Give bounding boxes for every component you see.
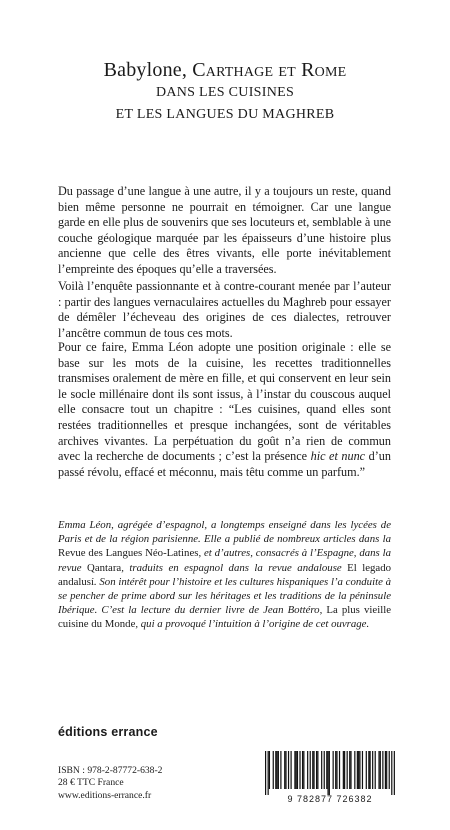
title-subline-2: ET LES LANGUES DU MAGHREB	[115, 107, 335, 122]
barcode-bar	[347, 751, 348, 789]
barcode-bar	[324, 751, 325, 789]
barcode-bar	[358, 751, 359, 789]
isbn-number: ISBN : 978-2-87772-638-2	[58, 765, 163, 776]
barcode-bar	[385, 751, 386, 789]
barcode-digits: 9 782877 726382	[287, 794, 373, 804]
barcode-bar	[380, 751, 381, 789]
barcode-bar	[389, 751, 390, 789]
blurb-paragraph-3: Pour ce faire, Emma Léon adopte une position originale : elle se base sur les mots de la cuisine, les recettes traditionnelles transmises oralement de mère en fille, et qui conservent en leur sein le socle millénaire dont ils sont issus, à l’instar du couscous auquel elle consacre tout un chapitre : “Les cuisines, quand elles sont restées traditionnelles et presque inchangées, sont de véritables archives vivantes. La perpétuation du goût n’a rien de commun avec la recherche de documents ; c’est la présence hic et nunc d’un passé révolu, effacé et méconnu, mais têtu comme un parfum.”	[58, 340, 391, 479]
isbn-block	[58, 765, 162, 802]
book-title: Babylone, Carthage et Rome	[103, 59, 347, 81]
barcode-bar	[357, 751, 358, 789]
barcode-bar	[386, 751, 387, 789]
website-link[interactable]: www.editions-errance.fr	[58, 789, 152, 801]
barcode-bar	[302, 751, 303, 789]
title-subline-1: DANS LES CUISINES	[155, 85, 295, 100]
barcode-bar	[310, 751, 311, 789]
barcode-bar	[273, 751, 274, 789]
barcode-bar	[394, 751, 395, 795]
barcode-bar	[327, 751, 328, 795]
author-bio: Emma Léon, agrégée d’espagnol, a longtemps enseigné dans les lycées de Paris et de la région parisienne. Elle a publié de nombreux articles dans la Revue des Langues Néo-Latines, et d’autres, consacrés à l’Espagne, dans la revue Qantara, traduits en espagnol dans la revue andalouse El legado andalusí. Son intérêt pour l’histoire et les cultures hispaniques l’a conduite à se pencher de prime abord sur les héritages et les traditions de la péninsule Ibérique. C’est la lecture du dernier livre de Jean Bottéro, La plus vieille cuisine du Monde, qui a provoqué l’intuition à l’origine de cet ouvrage.	[58, 519, 391, 631]
barcode-bar	[335, 751, 336, 789]
barcode-bar	[378, 751, 379, 789]
barcode-bar	[366, 751, 367, 789]
barcode-bar	[333, 751, 334, 789]
barcode-bar	[375, 751, 376, 789]
barcode-bar	[278, 751, 279, 789]
barcode-bar	[265, 751, 266, 795]
blurb-paragraph-2: Voilà l’enquête passionnante et à contre-courant menée par l’auteur : partir des langues vernaculaires actuelles du Maghreb pour essayer de démêler l’écheveau des origines de ces dialectes, retrouver l’ancêtre commun de tous ces mots.	[58, 279, 391, 340]
barcode-bar	[368, 751, 369, 789]
barcode-bar	[312, 751, 313, 789]
barcode-bar	[297, 751, 298, 789]
barcode	[265, 751, 395, 806]
barcode-bars	[265, 751, 395, 795]
barcode-bar	[285, 751, 286, 789]
barcode-bar	[349, 751, 350, 789]
barcode-bar	[344, 751, 345, 789]
barcode-bar	[284, 751, 285, 789]
barcode-bar	[372, 751, 373, 789]
barcode-bar	[269, 751, 270, 789]
title-block	[0, 58, 450, 126]
barcode-bar	[268, 751, 269, 795]
price: 28 € TTC France	[58, 777, 124, 789]
barcode-bar	[313, 751, 314, 789]
barcode-bar	[303, 751, 304, 789]
barcode-bar	[307, 751, 308, 789]
barcode-bar	[362, 751, 363, 789]
barcode-bar	[317, 751, 318, 789]
barcode-bar	[326, 751, 327, 789]
barcode-bar	[294, 751, 295, 789]
barcode-bar	[316, 751, 317, 789]
barcode-bar	[276, 751, 277, 789]
barcode-bar	[350, 751, 351, 789]
barcode-bar	[296, 751, 297, 789]
barcode-bar	[343, 751, 344, 789]
barcode-bar	[288, 751, 289, 789]
barcode-bar	[339, 751, 340, 789]
barcode-bar	[391, 751, 392, 795]
barcode-bar	[275, 751, 276, 789]
barcode-bar	[321, 751, 322, 789]
barcode-bar	[382, 751, 383, 789]
barcode-bar	[359, 751, 360, 789]
barcode-bar	[299, 751, 300, 789]
barcode-bar	[370, 751, 371, 789]
barcode-bar	[329, 751, 330, 795]
barcode-bar	[336, 751, 337, 789]
barcode-bar	[354, 751, 355, 789]
blurb-paragraph-1: Du passage d’une langue à une autre, il y a toujours un reste, quand bien même personne ne pourrait en témoigner. Car une langue garde en elle plus de souvenirs que ses locuteurs et, semblable à une couche géologique marquée par les épaisseurs d’une histoire plus ancienne que celle des êtres vivants, elle porte inévitablement l’empreinte des époques qu’elle a traversées.	[58, 184, 391, 276]
barcode-bar	[280, 751, 281, 789]
publisher-logo: éditions errance	[58, 725, 158, 739]
barcode-bar	[290, 751, 291, 789]
